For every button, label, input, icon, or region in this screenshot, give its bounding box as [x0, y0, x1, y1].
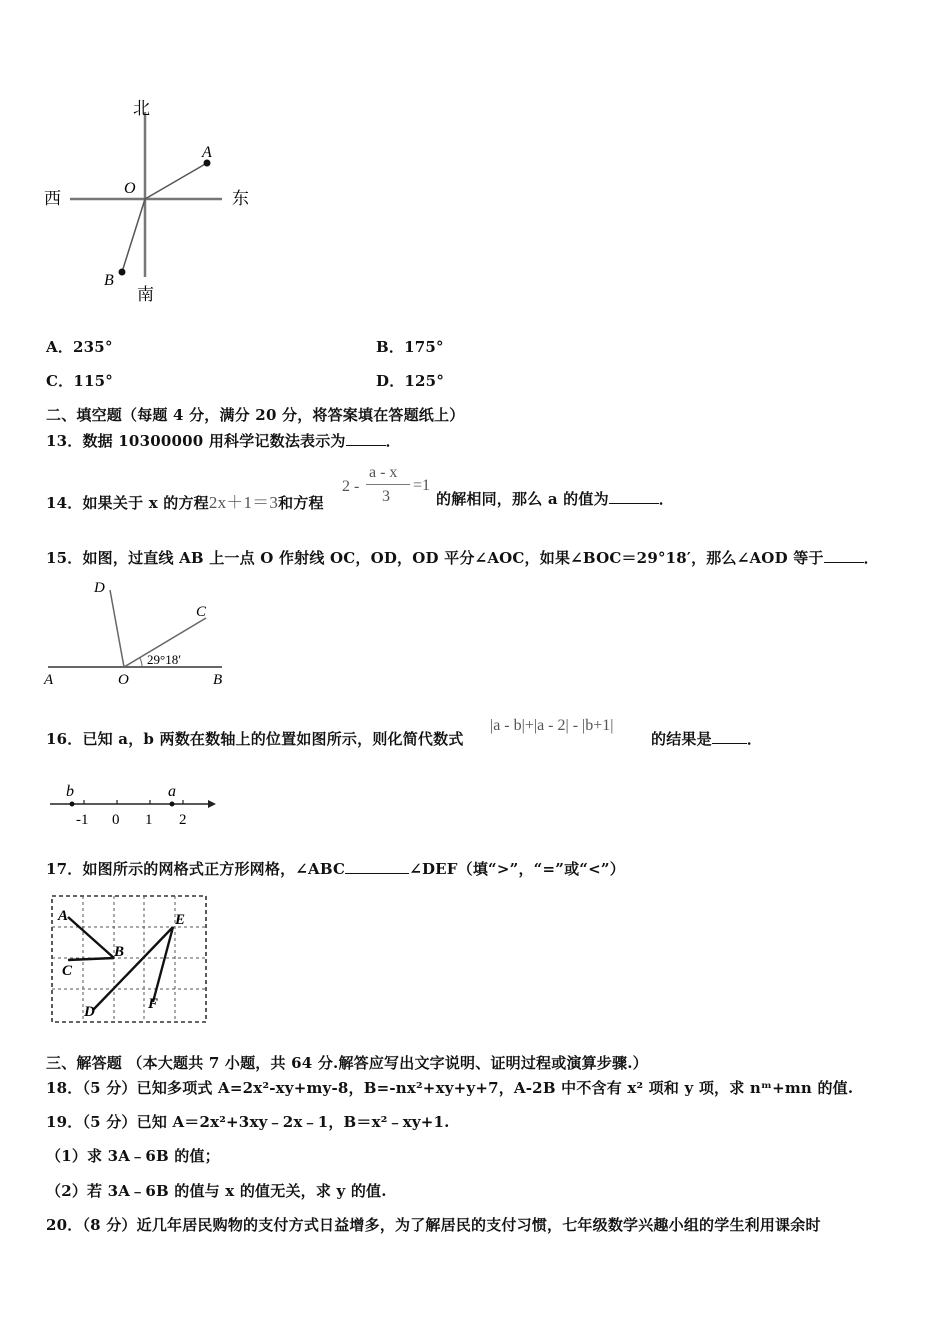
- q15-label-o: O: [118, 672, 129, 688]
- q16-end: ．: [746, 730, 763, 748]
- q19: 19．（5 分）已知 A＝2x²+3xy﹣2x﹣1，B＝x²﹣xy+1.: [46, 1113, 450, 1131]
- q17: [46, 858, 625, 879]
- option-c[interactable]: C．115°: [46, 372, 113, 390]
- q13-end: ．: [385, 432, 401, 450]
- north-label: 北: [133, 99, 150, 118]
- q17-label-f: F: [148, 996, 159, 1012]
- q16-answer-blank[interactable]: [712, 729, 747, 744]
- q16-suffix: 的结果是: [651, 730, 712, 748]
- q17-label-d: D: [84, 1004, 95, 1020]
- option-b[interactable]: B．175°: [376, 338, 444, 356]
- q14-fraction-bar: [366, 484, 410, 485]
- q15-angle-figure: [40, 572, 240, 690]
- q14-mid: 和方程: [278, 494, 324, 512]
- q14-eq2-tail: =1: [413, 477, 431, 494]
- q15-label-c: C: [196, 604, 207, 620]
- q20: 20．（8 分）近几年居民购物的支付方式日益增多，为了解居民的支付习惯，七年级数学兴趣小组的学生利用课余时: [46, 1216, 821, 1234]
- q14-answer-blank[interactable]: [609, 489, 659, 504]
- q16-prefix: 16．已知 a，b 两数在数轴上的位置如图所示，则化简代数式: [46, 730, 464, 748]
- q17-answer-blank[interactable]: [345, 859, 409, 874]
- q17-grid-figure: [48, 892, 210, 1026]
- q16-axis-b: b: [66, 783, 74, 800]
- q13-text: 13．数据 10300000 用科学记数法表示为: [46, 432, 346, 450]
- q15-angle-label: 29°18′: [147, 652, 182, 667]
- q14-eq2-numerator: a - x: [369, 464, 398, 481]
- q15: [46, 547, 879, 568]
- option-a[interactable]: A．235°: [46, 338, 113, 356]
- west-label: 西: [44, 189, 61, 208]
- q15-label-b: B: [213, 672, 223, 688]
- q15-text: 15．如图，过直线 AB 上一点 O 作射线 OC，OD，OD 平分∠AOC，如果∠BOC＝29°18′，那么∠AOD 等于: [46, 549, 824, 567]
- q17-text: 17．如图所示的网格式正方形网格，∠ABC: [46, 860, 346, 878]
- point-b-label: B: [104, 272, 114, 289]
- q17-label-b: B: [114, 944, 125, 960]
- q17-label-e: E: [175, 912, 186, 928]
- origin-label: O: [124, 180, 136, 197]
- q17-label-a: A: [58, 908, 69, 924]
- point-b-dot: [119, 269, 126, 276]
- q15-label-d: D: [94, 580, 105, 596]
- q18: 18．（5 分）已知多项式 A=2x²-xy+my-8，B=-nx²+xy+y+7，A-2B 中不含有 x² 项和 y 项，求 nᵐ+mn 的值.: [46, 1079, 854, 1097]
- option-d[interactable]: D．125°: [376, 372, 445, 390]
- q14: [46, 488, 324, 513]
- point-a-label: A: [202, 144, 212, 161]
- q19-part2: （2）若 3A﹣6B 的值与 x 的值无关，求 y 的值.: [46, 1182, 387, 1200]
- q15-answer-blank[interactable]: [824, 548, 864, 563]
- compass-figure: [40, 92, 270, 307]
- q15-label-a: A: [44, 672, 54, 688]
- q14-suffix: 的解相同，那么 a 的值为: [436, 490, 609, 508]
- q13: [46, 430, 401, 451]
- q16-tick-1: 1: [145, 812, 153, 828]
- q15-end: ．: [863, 549, 879, 567]
- section3-title: 三、解答题 （本大题共 7 小题，共 64 分.解答应写出文字说明、证明过程或演算步骤.）: [46, 1054, 648, 1072]
- south-label: 南: [137, 285, 154, 304]
- q16-suffix-line: [651, 728, 762, 749]
- q14-eq2-lead: 2 -: [342, 478, 360, 495]
- q14-end: ．: [658, 490, 674, 508]
- q14-eq1: 2x＋1＝3: [208, 493, 279, 512]
- q16-tick-neg1: -1: [76, 812, 89, 828]
- q14-prefix: 14．如果关于 x 的方程: [46, 494, 209, 512]
- q17-label-c: C: [62, 963, 73, 979]
- q14-suffix-line: [436, 488, 674, 509]
- q14-eq2-denominator: 3: [382, 488, 390, 505]
- q16-tick-0: 0: [112, 812, 120, 828]
- q13-answer-blank[interactable]: [346, 431, 386, 446]
- east-label: 东: [232, 189, 249, 208]
- q16-axis-a: a: [168, 783, 176, 800]
- section2-title: 二、填空题（每题 4 分，满分 20 分，将答案填在答题纸上）: [46, 406, 465, 424]
- q16: [46, 728, 464, 749]
- q17-mid: ∠DEF（填“>”，“=”或“<”）: [409, 860, 625, 878]
- q16-number-axis: [46, 778, 226, 830]
- q19-part1: （1）求 3A﹣6B 的值；: [46, 1147, 220, 1165]
- q16-tick-2: 2: [179, 812, 187, 828]
- q16-expression: |a - b|+|a - 2| - |b+1|: [490, 717, 614, 734]
